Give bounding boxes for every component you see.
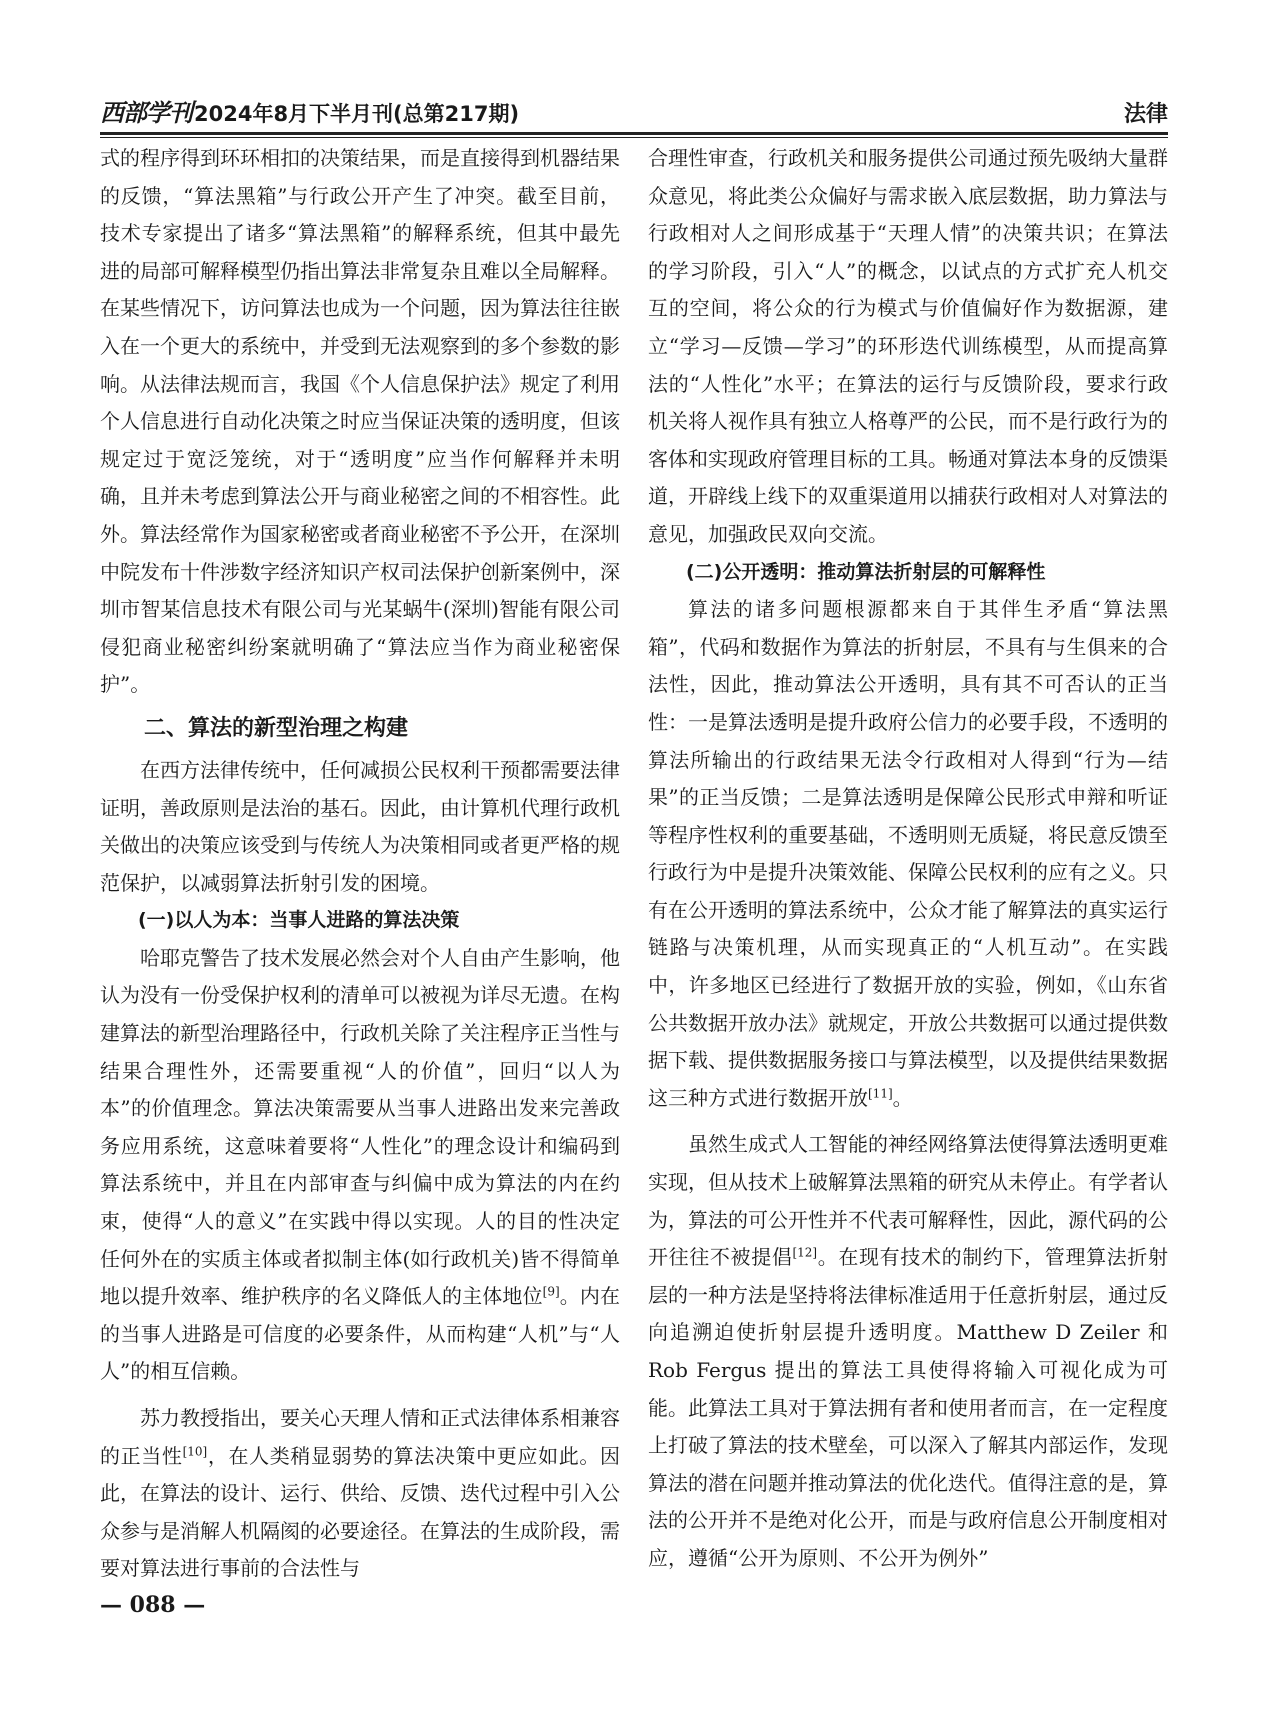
paragraph bbox=[100, 1400, 620, 1588]
right-column bbox=[648, 140, 1168, 1578]
issue-info: 2024年8月下半月刊(总第217期) bbox=[194, 102, 520, 126]
section-label: 法律 bbox=[1123, 102, 1168, 127]
paragraph bbox=[648, 1126, 1168, 1577]
paragraph: 在西方法律传统中，任何减损公民权利干预都需要法律证明，善政原则是法治的基石。因此，由计算机代理行政机关做出的决策应该受到与传统人为决策相同或者更严格的规范保护，以减弱算法折射引发的困境。 bbox=[100, 757, 620, 895]
paragraph bbox=[648, 591, 1168, 1117]
paragraph-text: 。 bbox=[892, 1085, 913, 1110]
paragraph-text: 苏力教授指出，要关心天理人情和正式法律体系相兼容的正当性 bbox=[100, 1406, 620, 1468]
paragraph-text: 。在现有技术的制约下，管理算法折射层的一种方法是坚持将法律标准适用于任意折射层，通过反向追溯迫使折射层提升透明度。Matthew D Zeiler 和 Rob Fergus 提出的算法工具使得将输入可视化成为可能。此算法工具对于算法拥有者和使用者而言，在一定程度上打破了算法的技术壁垒，可以深入了解其内部运作，发现算法的潜在问题并推动算法的优化迭代。值得注意的是，算法的公开并不是绝对化公开，而是与政府信息公开制度相对应，遵循“公开为原则、不公开为例外” bbox=[648, 1245, 1169, 1570]
left-column bbox=[100, 140, 620, 1588]
running-header bbox=[100, 88, 1168, 128]
citation-ref: [10] bbox=[182, 1443, 208, 1458]
subsection-heading: (一)以人为本：当事人进路的算法决策 bbox=[138, 909, 460, 932]
subsection-heading: (二)公开透明：推动算法折射层的可解释性 bbox=[686, 560, 1046, 583]
citation-ref: [9] bbox=[542, 1284, 560, 1299]
header-rule bbox=[100, 132, 1168, 138]
page-number: — 088 — bbox=[100, 1592, 206, 1618]
paragraph-text: ，在人类稍显弱势的算法决策中更应如此。因此，在算法的设计、运行、供给、反馈、迭代过程中引入公众参与是消解人机隔阂的必要途径。在算法的生成阶段，需要对算法进行事前的合法性与 bbox=[100, 1443, 621, 1581]
paragraph-text: 虽然生成式人工智能的神经网络算法使得算法透明更难实现，但从技术上破解算法黑箱的研究从未停止。有学者认为，算法的可公开性并不代表可解释性，因此，源代码的公开往往不被提倡 bbox=[648, 1132, 1168, 1270]
header-left bbox=[100, 93, 519, 128]
paragraph-text: 算法的诸多问题根源都来自于其伴生矛盾“算法黑箱”，代码和数据作为算法的折射层，不具有与生俱来的合法性，因此，推动算法公开透明，具有其不可否认的正当性：一是算法透明是提升政府公信力的必要手段，不透明的算法所输出的行政结果无法令行政相对人得到“行为—结果”的正当反馈；二是算法透明是保障公民形式申辩和听证等程序性权利的重要基础，不透明则无质疑，将民意反馈至行政行为中是提升决策效能、保障公民权利的应有之义。只有在公开透明的算法系统中，公众才能了解算法的真实运行链路与决策机理，从而实现真正的“人机互动”。在实践中，许多地区已经进行了数据开放的实验，例如，《山东省公共数据开放办法》就规定，开放公共数据可以通过提供数据下载、提供数据服务接口与算法模型，以及提供结果数据这三种方式进行数据开放 bbox=[648, 597, 1168, 1110]
citation-ref: [12] bbox=[792, 1245, 818, 1260]
section-heading: 二、算法的新型治理之构建 bbox=[144, 715, 409, 741]
paragraph: 合理性审查，行政机关和服务提供公司通过预先吸纳大量群众意见，将此类公众偏好与需求嵌入底层数据，助力算法与行政相对人之间形成基于“天理人情”的决策共识；在算法的学习阶段，引入“人”的概念，以试点的方式扩充人机交互的空间，将公众的行为模式与价值偏好作为数据源，建立“学习—反馈—学习”的环形迭代训练模型，从而提高算法的“人性化”水平；在算法的运行与反馈阶段，要求行政机关将人视作具有独立人格尊严的公民，而不是行政行为的客体和实现政府管理目标的工具。畅通对算法本身的反馈渠道，开辟线上线下的双重渠道用以捕获行政相对人对算法的意见，加强政民双向交流。 bbox=[648, 146, 1168, 546]
paragraph bbox=[100, 940, 620, 1391]
paragraph: 式的程序得到环环相扣的决策结果，而是直接得到机器结果的反馈，“算法黑箱”与行政公开产生了冲突。截至目前，技术专家提出了诸多“算法黑箱”的解释系统，但其中最先进的局部可解释模型仍指出算法非常复杂且难以全局解释。在某些情况下，访问算法也成为一个问题，因为算法往往嵌入在一个更大的系统中，并受到无法观察到的多个参数的影响。从法律法规而言，我国《个人信息保护法》规定了利用个人信息进行自动化决策之时应当保证决策的透明度，但该规定过于宽泛笼统，对于“透明度”应当作何解释并未明确，且并未考虑到算法公开与商业秘密之间的不相容性。此外。算法经常作为国家秘密或者商业秘密不予公开，在深圳中院发布十件涉数字经济知识产权司法保护创新案例中，深圳市智某信息技术有限公司与光某蜗牛(深圳)智能有限公司侵犯商业秘密纠纷案就明确了“算法应当作为商业秘密保护”。 bbox=[100, 146, 620, 697]
journal-name: 西部学刊 bbox=[100, 98, 192, 127]
paragraph-text: 哈耶克警告了技术发展必然会对个人自由产生影响，他认为没有一份受保护权利的清单可以被视为详尽无遗。在构建算法的新型治理路径中，行政机关除了关注程序正当性与结果合理性外，还需要重视“人的价值”，回归“以人为本”的价值理念。算法决策需要从当事人进路出发来完善政务应用系统，这意味着要将“人性化”的理念设计和编码到算法系统中，并且在内部审查与纠偏中成为算法的内在约束，使得“人的意义”在实践中得以实现。人的目的性决定任何外在的实质主体或者拟制主体(如行政机关)皆不得简单地以提升效率、维护秩序的名义降低人的主体地位 bbox=[100, 945, 620, 1309]
paragraph-text: 。内在的当事人进路是可信度的必要条件，从而构建“人机”与“人人”的相互信赖。 bbox=[100, 1284, 621, 1384]
citation-ref: [11] bbox=[868, 1086, 893, 1101]
